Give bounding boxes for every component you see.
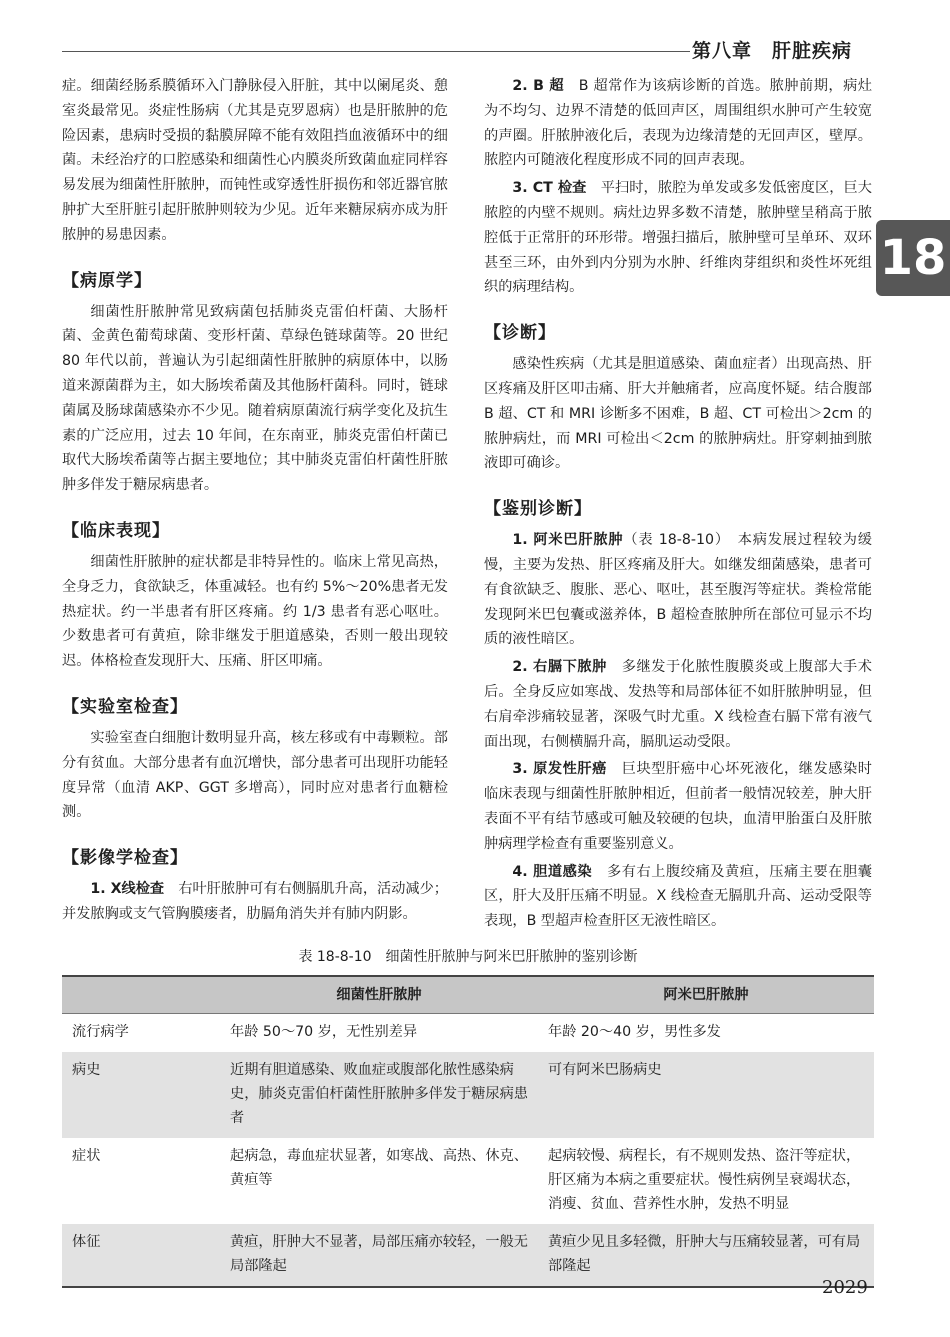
differential-item-2 bbox=[484, 655, 872, 754]
lab-heading: 【实验室检查】 bbox=[62, 696, 188, 717]
d1-table-ref: （表 18-8-10） bbox=[623, 532, 723, 549]
bscan-text: B 超常作为该病诊断的首选。脓肿前期，病灶为不均匀、边界不清楚的低回声区，周围组织水肿可产生较宽的声圈。肝脓肿液化后，表现为边缘清楚的无回声区，壁厚。脓腔内可随液化程度形成不同的回声表现。 bbox=[484, 78, 872, 169]
d1-text: 本病发展过程较为缓慢，主要为发热、肝区疼痛及肝大。如继发细菌感染，患者可有食欲缺乏、腹胀、恶心、呕吐，甚至腹泻等症状。粪检常能发现阿米巴包囊或滋养体，B 超检查脓肿所在部位可显示不均质的液性暗区。 bbox=[484, 532, 872, 648]
table-cell: 年龄 20～40 岁，男性多发 bbox=[548, 1024, 721, 1040]
table-row bbox=[62, 1138, 874, 1224]
d1-label: 1. 阿米巴肝脓肿 bbox=[512, 532, 624, 549]
diagnosis-paragraph: 感染性疾病（尤其是胆道感染、菌血症者）出现高热、肝区疼痛及肝区叩击痛、肝大并触痛者，应高度怀疑。结合腹部 B 超、CT 和 MRI 诊断多不困难，B 超、CT 可检出＞2cm 的脓肿病灶，而 MRI 可检出＜2cm 的脓肿病灶。肝穿刺抽到脓液即可确诊。 bbox=[484, 356, 872, 472]
page-number: 2029 bbox=[822, 1277, 868, 1298]
table-cell: 黄疸，肝肿大不显著，局部压痛亦较轻，一般无局部隆起 bbox=[220, 1224, 538, 1287]
right-column bbox=[484, 74, 872, 937]
table-caption: 表 18-8-10 细菌性肝脓肿与阿米巴肝脓肿的鉴别诊断 bbox=[298, 949, 638, 965]
d4-label: 4. 胆道感染 bbox=[512, 863, 593, 880]
etiology-heading: 【病原学】 bbox=[62, 270, 152, 291]
ct-text: 平扫时，脓腔为单发或多发低密度区，巨大脓腔的内壁不规则。病灶边界多数不清楚，脓肿壁呈稍高于脓腔低于正常肝的环形带。增强扫描后，脓肿壁可呈单环、双环甚至三环，由外到内分别为水肿、纤维肉芽组织和炎性坏死组织的病理结构。 bbox=[484, 180, 872, 296]
etiology-paragraph: 细菌性肝脓肿常见致病菌包括肺炎克雷伯杆菌、大肠杆菌、金黄色葡萄球菌、变形杆菌、草绿色链球菌等。20 世纪 80 年代以前，普遍认为引起细菌性肝脓肿的病原体中，以肠道来源菌群为主，如大肠埃希菌及其他肠杆菌科。同时，链球菌属及肠球菌感染亦不少见。随着病原菌流行病学变化及抗生素的广泛应用，过去 10 年间，在东南亚，肺炎克雷伯杆菌已取代大肠埃希菌等占据主要地位；其中肺炎克雷伯杆菌性肝脓肿多伴发于糖尿病患者。 bbox=[62, 303, 448, 494]
table-cell: 可有阿米巴肠病史 bbox=[538, 1052, 874, 1138]
differential-item-1 bbox=[484, 528, 872, 652]
xray-paragraph bbox=[62, 877, 448, 927]
table-row bbox=[62, 1014, 874, 1053]
table-cell: 黄疸少见且多轻微，肝肿大与压痛较显著，可有局部隆起 bbox=[538, 1224, 874, 1287]
intro-paragraph: 症。细菌经肠系膜循环入门静脉侵入肝脏，其中以阑尾炎、憩室炎最常见。炎症性肠病（尤其是克罗恩病）也是肝脓肿的危险因素，患病时受损的黏膜屏障不能有效阻挡血液循环中的细菌。未经治疗的口腔感染和细菌性心内膜炎所致菌血症同样容易发展为细菌性肝脓肿，而钝性或穿透性肝损伤和邻近器官脓肿扩大至肝脏引起肝脓肿则较为少见。近年来糖尿病亦成为肝脓肿的易患因素。 bbox=[62, 78, 448, 243]
bscan-label: 2. B 超 bbox=[512, 78, 565, 94]
d3-text: 巨块型肝癌中心坏死液化，继发感染时临床表现与细菌性肝脓肿相近，但前者一般情况较差，肿大肝表面不平有结节感或可触及较硬的包块，血清甲胎蛋白及肝脓肿病理学检查有重要鉴别意义。 bbox=[484, 761, 872, 852]
clinical-paragraph: 细菌性肝脓肿的症状都是非特异性的。临床上常见高热，全身乏力，食欲缺乏，体重减轻。也有约 5%～20%患者无发热症状。约一半患者有肝区疼痛。约 1/3 患者有恶心呕吐。少数患者可有黄疸，除非继发于胆道感染，否则一般出现较迟。体格检查发现肝大、压痛、肝区叩痛。 bbox=[62, 553, 448, 670]
clinical-heading: 【临床表现】 bbox=[62, 520, 170, 541]
d2-label: 2. 右膈下脓肿 bbox=[512, 659, 607, 676]
table-row-header: 症状 bbox=[72, 1148, 101, 1164]
d4-text: 多有右上腹绞痛及黄疸，压痛主要在胆囊区，肝大及肝压痛不明显。X 线检查无膈肌升高、运动受限等表现，B 型超声检查肝区无液性暗区。 bbox=[484, 863, 872, 930]
d2-text: 多继发于化脓性腹膜炎或上腹部大手术后。全身反应如寒战、发热等和局部体征不如肝脓肿明显，但右肩牵涉痛较显著，深吸气时尤重。X 线检查右膈下常有液气面出现，右侧横膈升高，膈肌运动受限。 bbox=[484, 659, 872, 750]
left-column bbox=[62, 74, 448, 930]
d3-label: 3. 原发性肝癌 bbox=[512, 761, 607, 778]
table-cell: 年龄 50～70 岁，无性别差异 bbox=[230, 1024, 418, 1040]
ct-label: 3. CT 检查 bbox=[512, 180, 587, 197]
xray-label: 1. X线检查 bbox=[90, 881, 165, 898]
table-cell: 起病急，毒血症状显著，如寒战、高热、休克、黄疸等 bbox=[230, 1148, 528, 1188]
table-cell: 近期有胆道感染、败血症或腹部化脓性感染病史，肺炎克雷伯杆菌性肝脓肿多伴发于糖尿病患者 bbox=[220, 1052, 538, 1138]
lab-paragraph: 实验室查白细胞计数明显升高，核左移或有中毒颗粒。部分有贫血。大部分患者有血沉增快，部分患者可出现肝功能轻度异常（血清 AKP、GGT 多增高），同时应对患者行血糖检测。 bbox=[62, 729, 448, 821]
table-row bbox=[62, 1052, 874, 1138]
table-header-cell bbox=[62, 976, 220, 1014]
table-header-cell: 细菌性肝脓肿 bbox=[220, 976, 538, 1014]
chapter-title: 第八章 肝脏疾病 bbox=[692, 40, 853, 62]
table-cell: 起病较慢、病程长，有不规则发热、盗汗等症状，肝区痛为本病之重要症状。慢性病例呈衰竭状态，消瘦、贫血、营养性水肿，发热不明显 bbox=[548, 1148, 861, 1212]
table-row-header: 病史 bbox=[62, 1052, 220, 1138]
xray-text: 右叶肝脓肿可有右侧膈肌升高，活动减少；并发脓胸或支气管胸膜瘘者，肋膈角消失并有肺内阴影。 bbox=[62, 881, 448, 922]
table-header-row bbox=[62, 976, 874, 1014]
diagnosis-heading: 【诊断】 bbox=[484, 323, 556, 344]
imaging-heading: 【影像学检查】 bbox=[62, 848, 188, 869]
differential-item-4 bbox=[484, 860, 872, 934]
table-row-header: 体征 bbox=[62, 1224, 220, 1287]
chapter-tab-badge: 18 bbox=[876, 220, 950, 296]
header-rule bbox=[62, 51, 690, 52]
table-row bbox=[62, 1224, 874, 1287]
differential-heading: 【鉴别诊断】 bbox=[484, 499, 592, 520]
table-header-cell: 阿米巴肝脓肿 bbox=[538, 976, 874, 1014]
differential-item-3 bbox=[484, 757, 872, 856]
table-row-header: 流行病学 bbox=[72, 1024, 129, 1040]
ct-paragraph bbox=[484, 176, 872, 300]
bscan-paragraph bbox=[484, 74, 872, 173]
comparison-table bbox=[62, 975, 874, 1288]
